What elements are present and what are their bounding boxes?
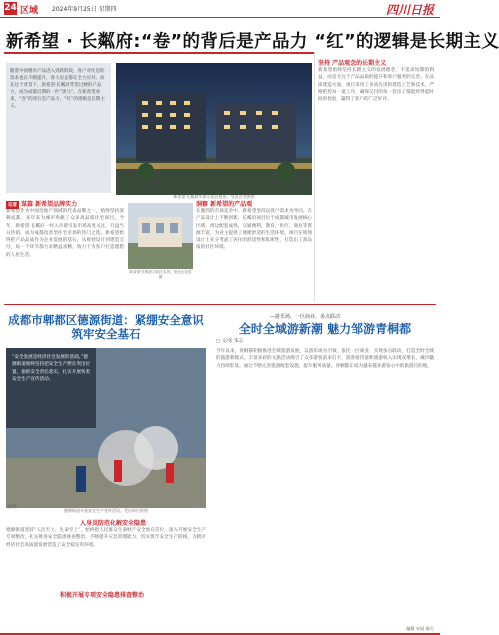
- article2-author: 文/何: [6, 505, 17, 510]
- article2-subhead: 积极开展专项安全隐患排查整治: [60, 592, 145, 599]
- article3-kicker: —游乐场、一区商业、多点联动: [270, 314, 341, 320]
- subhead-tag: 记者: [8, 203, 17, 208]
- column-divider: [314, 52, 315, 302]
- article1-photo: [116, 63, 312, 195]
- article2-quote: “安全发展是经济社会发展的基础。”德源街道始终坚持把安全生产摆在突出位置，狠抓安全责任落实，扎实开展各类安全生产宣传活动。: [12, 355, 91, 382]
- article1-headline: 新希望 · 长粼府:“卷”的背后是产品力 “红”的逻辑是长期主义: [6, 32, 499, 52]
- article3-headline: 全时全域游新潮 魅力邹游青桐都: [238, 322, 412, 336]
- article1-subhead: 洞察 新希望的产品观: [196, 201, 253, 208]
- divider: [4, 52, 314, 54]
- issue-date: 2024年9月25日 星期四: [52, 6, 117, 13]
- article2-headline: 成都市郫都区德源街道：紧绷安全意识 筑牢安全基石: [8, 313, 204, 341]
- article1-body: 在激烈的市场竞争中，新希望坚持以客户需求为导向，在产品设计上不断创新。长粼府项目位于成都城市发展核心区域，周边配套成熟，交通便利，教育、医疗、商业等资源丰富，为业主提供了便捷舒适的生活环境。项目在规划设计上充分考虑了居住的舒适性和私密性，打造出了高品质的社区环境。: [196, 209, 312, 251]
- section-name: 区域: [20, 6, 39, 16]
- divider: [4, 304, 436, 305]
- article3-body: 今年以来，青桐都积极推进全域旅游发展，以游乐场为引领，依托一区商业，实现多点联动，打造全时全域的旅游新模式。丰富多彩的文旅活动吸引了众多游客前来打卡，游客接待量和旅游收入实现双增长，城市魅力持续彰显。通过不断完善旅游配套设施，提升服务质量，青桐都正成为越来越多游客心中的旅游目的地。: [216, 349, 434, 369]
- page-editor: 编辑 宋丽 廖可: [406, 626, 434, 631]
- masthead-bar: [0, 0, 440, 18]
- newspaper-logo: 四川日报: [385, 3, 434, 17]
- article2-subhead: 人身及防范化解安全隐患: [80, 520, 147, 527]
- article1-photo-caption: 新希望·长粼府实景示范区夜景。受访企业供图: [173, 194, 255, 199]
- article1-subhead: 坚持 产品观念的长期主义: [318, 60, 387, 67]
- article1-small-photo-caption: 新希望·长粼府示范区实景。受访企业供图: [129, 270, 192, 279]
- article3-byline: □ 文/张 邹志: [216, 339, 244, 344]
- article2-photo-caption: 德源街道开展安全生产宣传活动。受访单位供图: [64, 508, 148, 513]
- page-number: 24: [4, 3, 17, 13]
- article1-small-photo: [128, 203, 193, 269]
- article1-abstract: 随着中国楼市产品进入到新阶段，客户对住房的需求也在不断提升，各大房企都在全力应对。而在这个背景下，新希望·长粼府凭借过硬的产品力，成为成都近期的一匹“黑马”。在新希望看来，“卷”的背后是产品力，“红”的逻辑是长期主义。: [6, 63, 111, 193]
- article1-body: 新希望始终坚持长期主义的发展理念，不追求短期的利益，而是专注于产品品质的提升和客户服务的完善。在品质建造方面，项目采用了多项先进的建造工艺和技术，严格把控每一道工序，确保交付的每一套房子都能经得起时间的检验，赢得了客户的广泛好评。: [318, 68, 434, 103]
- article1-subhead: 记者 谋篇 新希望品牌实力: [8, 201, 78, 208]
- article1-body: 新希望作为中国房地产领域的代表品牌之一，始终坚持深耕成都，多年来为城市奉献了众多高品质住宅项目。今年，新希望·长粼府一经入市即引发市场高度关注，开盘当日热销，成为成都改善型住宅市场的热门之选。新希望始终把产品品质作为企业发展的基石，从规划设计到建造交付，每一个环节都力求精益求精，致力于为客户打造理想的人居生活。: [6, 209, 124, 258]
- article2-body: 德源街道坚持“人民至上、生命至上”，始终把人民群众生命财产安全放在首位，深入开展安全生产专项整治，扎实推进安全隐患排查整治，不断提升应急管理能力，切实筑牢安全生产防线，为辖区经济社会高质量发展营造了安全稳定的环境。: [6, 528, 206, 548]
